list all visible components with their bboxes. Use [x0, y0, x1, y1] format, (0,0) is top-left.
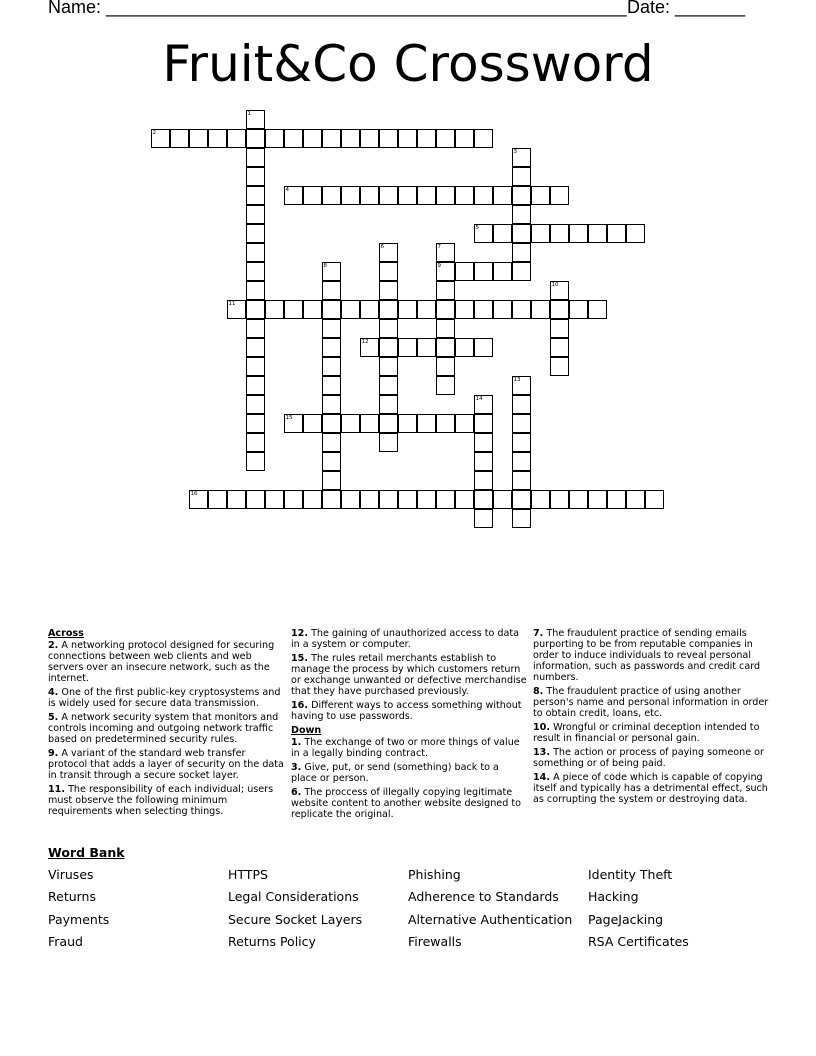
grid-cell[interactable]	[379, 300, 398, 319]
grid-cell[interactable]	[246, 338, 265, 357]
grid-cell[interactable]	[512, 452, 531, 471]
grid-cell[interactable]	[436, 129, 455, 148]
grid-cell[interactable]	[493, 224, 512, 243]
grid-cell[interactable]	[379, 357, 398, 376]
grid-cell[interactable]	[322, 414, 341, 433]
clue-number: 15	[285, 415, 293, 421]
grid-cell[interactable]	[322, 300, 341, 319]
grid-cell[interactable]	[493, 186, 512, 205]
grid-cell[interactable]	[588, 490, 607, 509]
clue-across: 11. The responsibility of each individual; users must observe the following minimum requirements when selecting things.	[48, 784, 274, 817]
grid-cell[interactable]	[341, 186, 360, 205]
grid-cell[interactable]	[379, 414, 398, 433]
grid-cell[interactable]	[284, 490, 303, 509]
grid-cell[interactable]	[474, 129, 493, 148]
clue-across: 5. A network security system that monitors and controls incoming and outgoing network traffic based on predetermined security rules.	[48, 712, 279, 745]
clue-across: 2. A networking protocol designed for securing connections between web clients and web servers over an insecure network, such as the internet.	[48, 640, 275, 684]
word-bank-item: Alternative Authentication	[408, 912, 573, 927]
word-bank-item: Hacking	[588, 889, 639, 904]
word-bank-item: Phishing	[408, 867, 461, 882]
grid-cell[interactable]	[474, 509, 493, 528]
grid-cell[interactable]	[379, 129, 398, 148]
clue-number: 14	[475, 396, 483, 402]
grid-cell[interactable]	[246, 281, 265, 300]
grid-cell[interactable]	[512, 414, 531, 433]
grid-cell[interactable]	[493, 300, 512, 319]
grid-cell[interactable]	[417, 300, 436, 319]
word-bank-item: Returns Policy	[228, 934, 316, 949]
grid-cell[interactable]	[436, 300, 455, 319]
grid-cell[interactable]	[455, 262, 474, 281]
word-bank-title: Word Bank	[48, 845, 125, 860]
clue-down: 1. The exchange of two or more things of value in a legally binding contract.	[291, 737, 520, 759]
clue-down: 6. The proccess of illegally copying legitimate website content to another website designed to replicate the original.	[291, 787, 521, 820]
grid-cell[interactable]	[379, 433, 398, 452]
grid-cell[interactable]	[246, 452, 265, 471]
grid-cell[interactable]	[512, 243, 531, 262]
grid-cell[interactable]	[512, 471, 531, 490]
grid-cell[interactable]	[322, 471, 341, 490]
grid-cell[interactable]	[227, 490, 246, 509]
grid-cell[interactable]	[436, 414, 455, 433]
clue-across: 12. The gaining of unauthorized access to data in a system or computer.	[291, 628, 520, 650]
grid-cell[interactable]	[284, 300, 303, 319]
grid-cell[interactable]	[436, 490, 455, 509]
grid-cell[interactable]	[474, 490, 493, 509]
word-bank-item: PageJacking	[588, 912, 664, 927]
grid-cell[interactable]	[322, 319, 341, 338]
grid-cell[interactable]	[322, 129, 341, 148]
clue-number: 6	[380, 244, 384, 250]
clue-number: 5	[475, 225, 479, 231]
date-line[interactable]: _______	[675, 0, 746, 17]
clue-number: 16	[190, 491, 198, 497]
grid-cell[interactable]	[512, 262, 531, 281]
grid-cell[interactable]	[227, 129, 246, 148]
grid-cell[interactable]	[493, 262, 512, 281]
grid-cell[interactable]	[246, 224, 265, 243]
grid-cell[interactable]	[645, 490, 664, 509]
grid-cell[interactable]	[246, 148, 265, 167]
grid-cell[interactable]	[341, 300, 360, 319]
grid-cell[interactable]	[322, 395, 341, 414]
grid-cell[interactable]	[246, 319, 265, 338]
grid-cell[interactable]	[360, 414, 379, 433]
grid-cell[interactable]	[474, 433, 493, 452]
grid-cell[interactable]	[607, 224, 626, 243]
grid-cell[interactable]	[246, 376, 265, 395]
grid-cell[interactable]	[512, 167, 531, 186]
grid-cell[interactable]	[379, 281, 398, 300]
grid-cell[interactable]	[493, 490, 512, 509]
grid-cell[interactable]	[550, 186, 569, 205]
clues-column-2	[291, 628, 527, 823]
across-heading: Across	[48, 628, 84, 639]
grid-cell[interactable]	[398, 414, 417, 433]
grid-cell[interactable]	[246, 262, 265, 281]
grid-cell[interactable]	[322, 376, 341, 395]
grid-cell[interactable]	[512, 433, 531, 452]
grid-cell[interactable]	[265, 490, 284, 509]
grid-cell[interactable]	[417, 186, 436, 205]
grid-cell[interactable]	[474, 262, 493, 281]
grid-cell[interactable]	[303, 186, 322, 205]
clue-number: 4	[285, 187, 289, 193]
date-label: Date:	[627, 0, 676, 17]
grid-cell[interactable]	[550, 357, 569, 376]
name-label: Name:	[48, 0, 107, 17]
grid-cell[interactable]	[455, 490, 474, 509]
grid-cell[interactable]	[246, 205, 265, 224]
grid-cell[interactable]	[379, 490, 398, 509]
clue-down: 8. The fraudulent practice of using another person's name and personal information in order to obtain credit, loans, etc.	[533, 686, 769, 719]
word-bank-item: Legal Considerations	[228, 889, 359, 904]
grid-cell[interactable]	[398, 300, 417, 319]
grid-cell[interactable]	[436, 319, 455, 338]
grid-cell[interactable]	[379, 186, 398, 205]
grid-cell[interactable]	[531, 490, 550, 509]
grid-cell[interactable]	[474, 186, 493, 205]
grid-cell[interactable]	[398, 129, 417, 148]
grid-cell[interactable]	[322, 281, 341, 300]
down-heading: Down	[291, 725, 322, 736]
grid-cell[interactable]	[455, 414, 474, 433]
grid-cell[interactable]	[322, 338, 341, 357]
grid-cell[interactable]	[303, 129, 322, 148]
grid-cell[interactable]	[398, 490, 417, 509]
grid-cell[interactable]	[322, 452, 341, 471]
grid-cell[interactable]	[246, 300, 265, 319]
grid-cell[interactable]	[303, 414, 322, 433]
grid-cell[interactable]	[569, 224, 588, 243]
grid-cell[interactable]	[246, 395, 265, 414]
grid-cell[interactable]	[550, 319, 569, 338]
grid-cell[interactable]	[455, 300, 474, 319]
grid-cell[interactable]	[531, 186, 550, 205]
word-bank-item: RSA Certificates	[588, 934, 689, 949]
clue-down: 13. The action or process of paying someone or something or of being paid.	[533, 747, 764, 769]
grid-cell[interactable]	[303, 490, 322, 509]
word-bank-item: Viruses	[48, 867, 94, 882]
grid-cell[interactable]	[246, 414, 265, 433]
grid-cell[interactable]	[170, 129, 189, 148]
grid-cell[interactable]	[208, 490, 227, 509]
grid-cell[interactable]	[626, 224, 645, 243]
grid-cell[interactable]	[512, 395, 531, 414]
grid-cell[interactable]	[474, 414, 493, 433]
grid-cell[interactable]	[436, 281, 455, 300]
grid-cell[interactable]	[417, 490, 436, 509]
grid-cell[interactable]	[360, 490, 379, 509]
grid-cell[interactable]	[265, 300, 284, 319]
grid-cell[interactable]	[588, 300, 607, 319]
grid-cell[interactable]	[550, 224, 569, 243]
grid-cell[interactable]	[322, 357, 341, 376]
grid-cell[interactable]	[626, 490, 645, 509]
grid-cell[interactable]	[455, 186, 474, 205]
clue-number: 3	[513, 149, 517, 155]
clue-number: 8	[323, 263, 327, 269]
clues-column-1	[48, 628, 284, 820]
grid-cell[interactable]	[265, 129, 284, 148]
clue-across: 9. A variant of the standard web transfer protocol that adds a layer of security on the data in transit through a secure socket layer.	[48, 748, 284, 781]
name-line[interactable]: ____________________________________________________	[106, 0, 627, 17]
grid-cell[interactable]	[512, 490, 531, 509]
clue-number: 12	[361, 339, 369, 345]
grid-cell[interactable]	[455, 338, 474, 357]
grid-cell[interactable]	[474, 338, 493, 357]
clue-down: 10. Wrongful or criminal deception intended to result in financial or personal gain.	[533, 722, 760, 744]
grid-cell[interactable]	[303, 300, 322, 319]
grid-cell[interactable]	[436, 186, 455, 205]
grid-cell[interactable]	[246, 433, 265, 452]
page-title: Fruit&Co Crossword	[162, 35, 654, 93]
word-bank-item: Secure Socket Layers	[228, 912, 363, 927]
clue-down: 3. Give, put, or send (something) back to a place or person.	[291, 762, 499, 784]
grid-cell[interactable]	[569, 490, 588, 509]
grid-cell[interactable]	[341, 129, 360, 148]
grid-cell[interactable]	[379, 395, 398, 414]
clue-across: 4. One of the first public-key cryptosystems and is widely used for secure data transmission.	[48, 687, 281, 709]
grid-cell[interactable]	[550, 490, 569, 509]
grid-cell[interactable]	[455, 129, 474, 148]
clue-down: 7. The fraudulent practice of sending emails purporting to be from reputable companies in order to induce individuals to reveal personal information, such as passwords and credit card numbers.	[533, 628, 761, 683]
grid-cell[interactable]	[322, 186, 341, 205]
word-bank-item: Returns	[48, 889, 96, 904]
grid-cell[interactable]	[360, 186, 379, 205]
grid-cell[interactable]	[588, 224, 607, 243]
word-bank-item: Fraud	[48, 934, 83, 949]
grid-cell[interactable]	[246, 243, 265, 262]
grid-cell[interactable]	[341, 414, 360, 433]
grid-cell[interactable]	[531, 224, 550, 243]
grid-cell[interactable]	[512, 205, 531, 224]
word-bank-item: Payments	[48, 912, 110, 927]
clue-down: 14. A piece of code which is capable of copying itself and typically has a detrimental effect, such as corrupting the system or destroying data.	[533, 772, 768, 805]
clue-number: 2	[152, 130, 156, 136]
grid-cell[interactable]	[474, 471, 493, 490]
grid-cell[interactable]	[322, 433, 341, 452]
grid-cell[interactable]	[417, 414, 436, 433]
grid-cell[interactable]	[246, 186, 265, 205]
word-bank-item: HTTPS	[228, 867, 268, 882]
word-bank-item: Identity Theft	[588, 867, 673, 882]
clue-across: 16. Different ways to access something without having to use passwords.	[291, 700, 522, 722]
grid-cell[interactable]	[512, 224, 531, 243]
grid-cell[interactable]	[208, 129, 227, 148]
clue-number: 1	[247, 111, 251, 117]
grid-cell[interactable]	[474, 300, 493, 319]
grid-cell[interactable]	[246, 490, 265, 509]
grid-cell[interactable]	[322, 490, 341, 509]
clue-number: 7	[437, 244, 441, 250]
grid-cell[interactable]	[417, 129, 436, 148]
grid-cell[interactable]	[246, 357, 265, 376]
grid-cell[interactable]	[436, 357, 455, 376]
grid-cell[interactable]	[550, 338, 569, 357]
grid-cell[interactable]	[398, 186, 417, 205]
grid-cell[interactable]	[569, 300, 588, 319]
grid-cell[interactable]	[550, 300, 569, 319]
grid-cell[interactable]	[531, 300, 550, 319]
grid-cell[interactable]	[512, 509, 531, 528]
clue-number: 13	[513, 377, 521, 383]
grid-cell[interactable]	[417, 338, 436, 357]
grid-cell[interactable]	[512, 300, 531, 319]
grid-cell[interactable]	[474, 452, 493, 471]
grid-cell[interactable]	[398, 338, 417, 357]
clue-across: 15. The rules retail merchants establish to manage the process by which customers return or exchange unwanted or defective merchandise that they have purchased previously.	[291, 653, 527, 697]
grid-cell[interactable]	[360, 129, 379, 148]
clue-number: 10	[551, 282, 559, 288]
word-bank-item: Firewalls	[408, 934, 462, 949]
grid-cell[interactable]	[379, 319, 398, 338]
grid-cell[interactable]	[341, 490, 360, 509]
grid-cell[interactable]	[246, 167, 265, 186]
clue-number: 11	[228, 301, 236, 307]
grid-cell[interactable]	[189, 129, 208, 148]
grid-cell[interactable]	[607, 490, 626, 509]
grid-cell[interactable]	[284, 129, 303, 148]
grid-cell[interactable]	[246, 129, 265, 148]
grid-cell[interactable]	[436, 376, 455, 395]
grid-cell[interactable]	[379, 338, 398, 357]
grid-cell[interactable]	[379, 262, 398, 281]
grid-cell[interactable]	[379, 376, 398, 395]
clues-column-3	[533, 628, 769, 808]
grid-cell[interactable]	[360, 300, 379, 319]
grid-cell[interactable]	[436, 338, 455, 357]
clue-number: 9	[437, 263, 441, 269]
word-bank-item: Adherence to Standards	[408, 889, 559, 904]
grid-cell[interactable]	[512, 186, 531, 205]
